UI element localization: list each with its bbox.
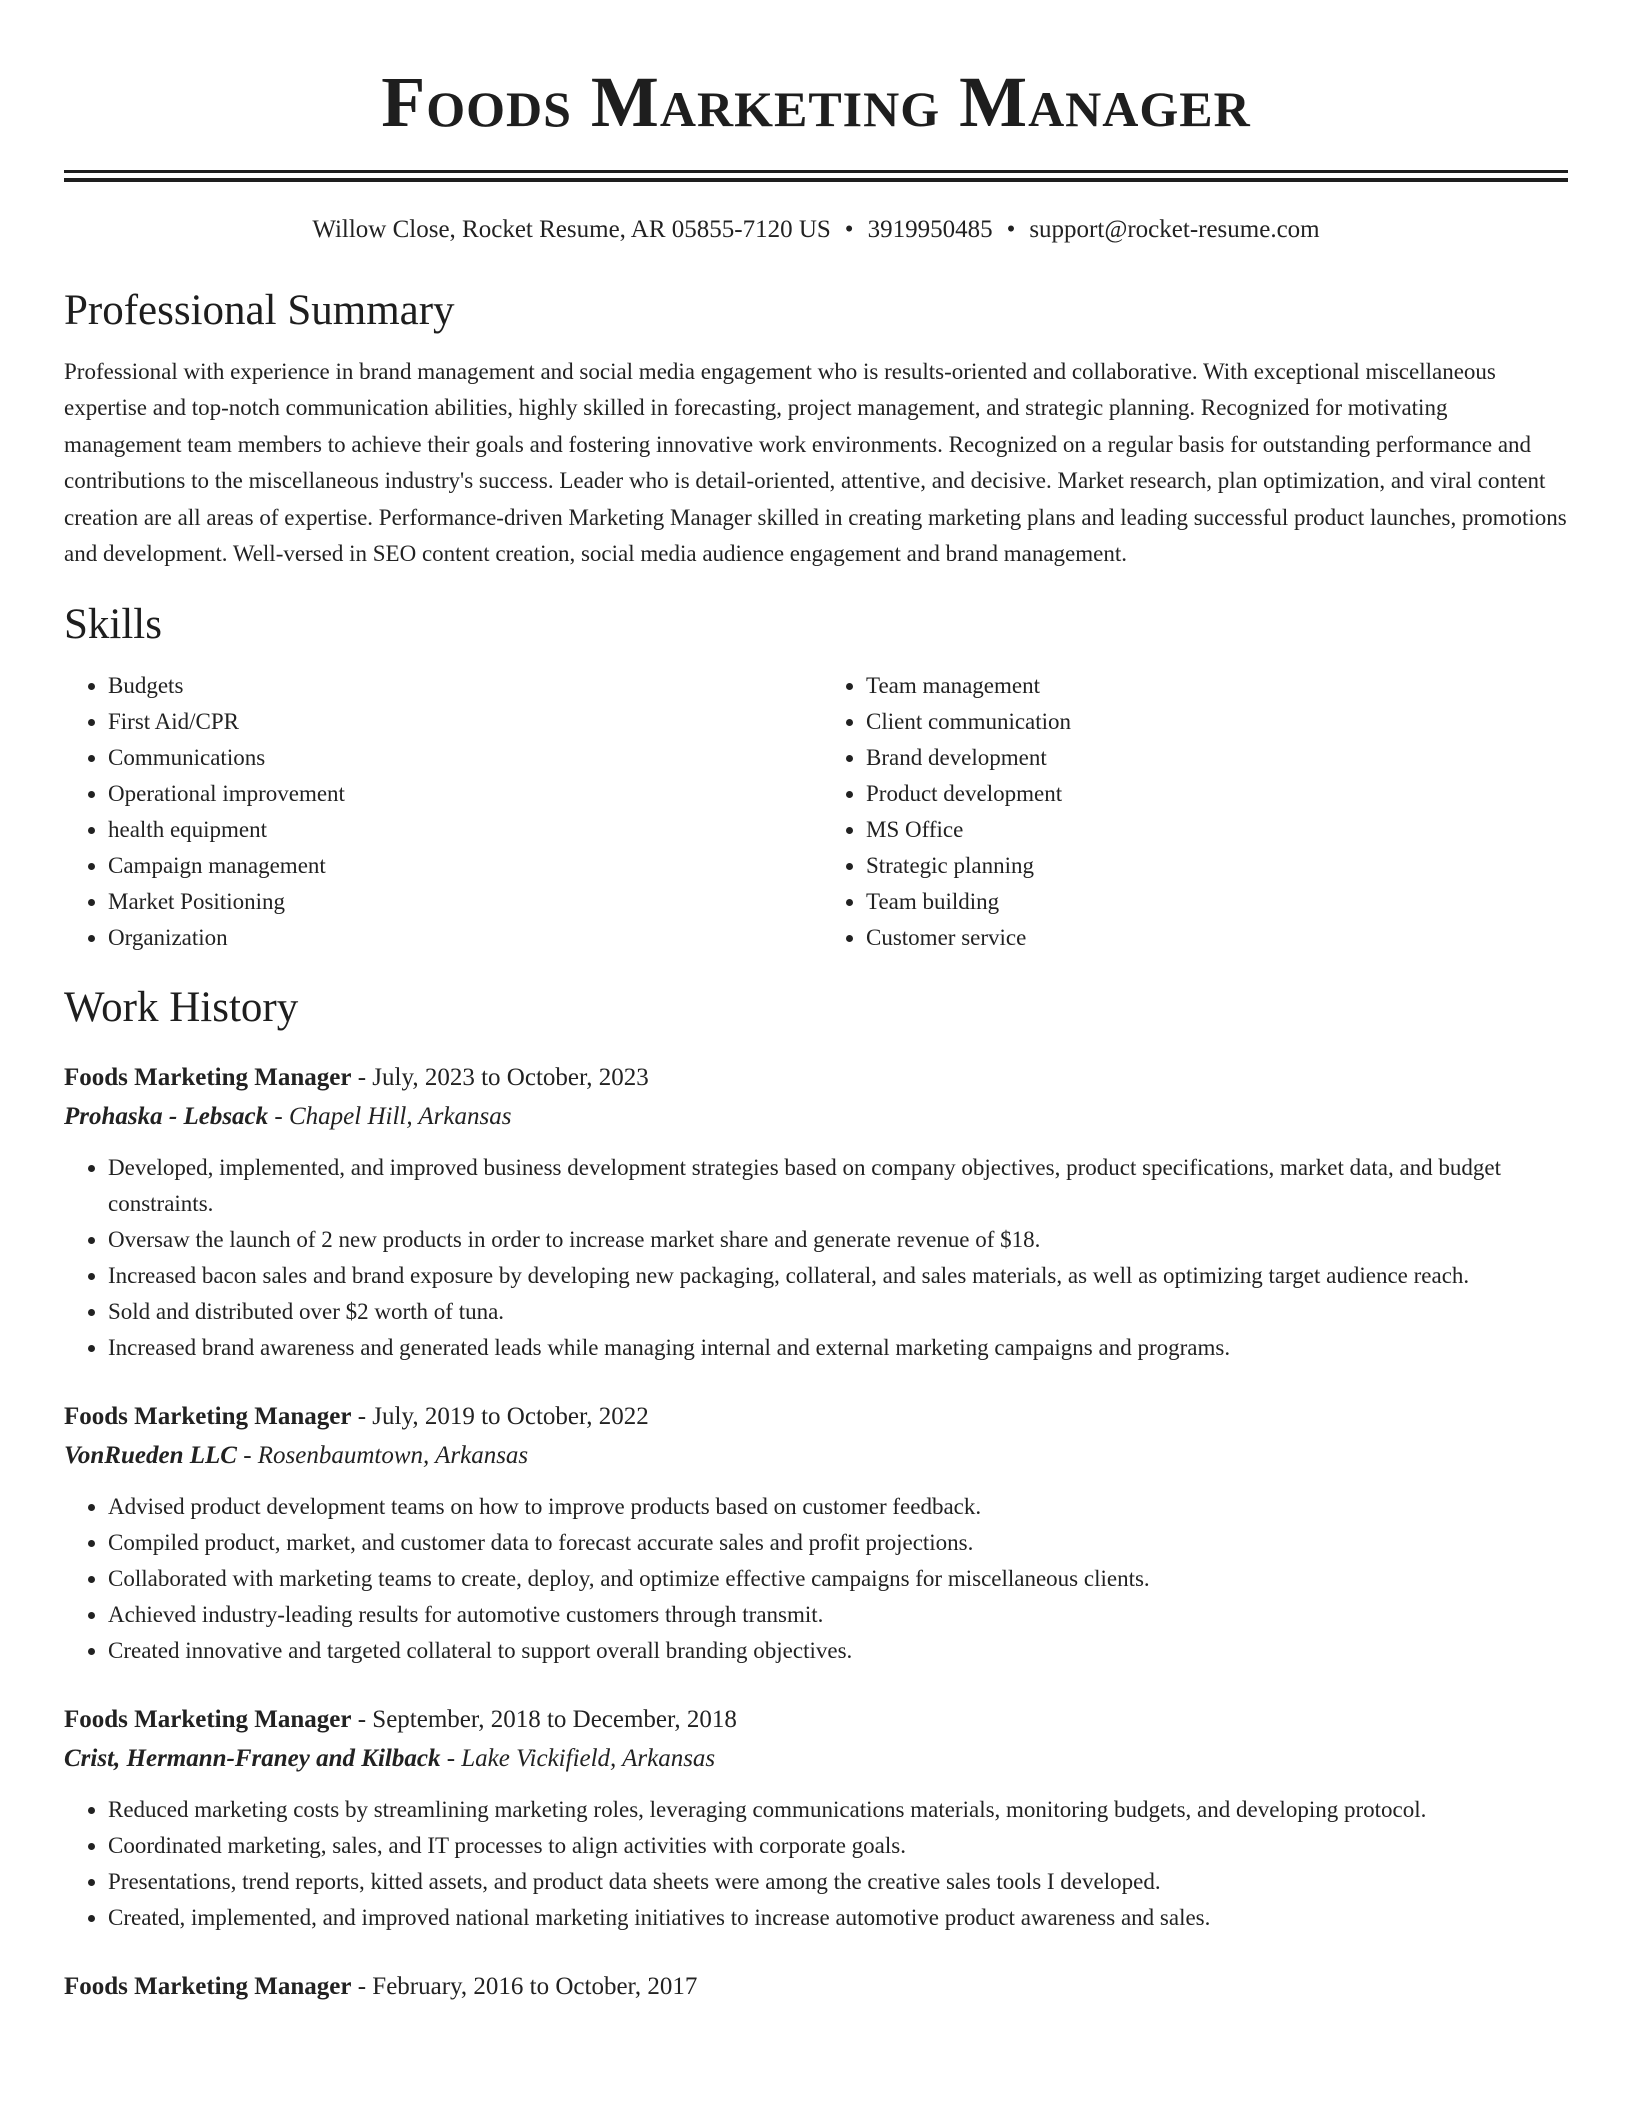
job-employer [64,1739,1568,1779]
skill-item: • Customer service [866,920,1568,956]
skills-heading: Skills [64,601,162,649]
job-bullet: • Created innovative and targeted collateral to support overall branding objectives. [108,1633,1568,1669]
job-bullet: • Created, implemented, and improved national marketing initiatives to increase automotive product awareness and sales. [108,1900,1568,1936]
skill-item: • Market Positioning [108,884,816,920]
job-bullet: • Advised product development teams on how to improve products based on customer feedback. [108,1489,1568,1525]
job-dates: - September, 2018 to December, 2018 [351,1706,737,1734]
contact-address: Willow Close, Rocket Resume, AR 05855-7120 US [312,216,831,243]
contact-separator: • [844,216,854,243]
job-entry [64,1968,1568,2006]
job-bullet: • Increased bacon sales and brand exposure by developing new packaging, collateral, and sales materials, as well as optimizing target audience reach. [108,1258,1568,1294]
contact-email: support@rocket-resume.com [1029,216,1320,243]
job-bullet: • Developed, implemented, and improved business development strategies based on company objectives, product specifications, market data, and budget constraints. [108,1150,1568,1222]
job-role: Foods Marketing Manager [64,1064,352,1092]
skill-item: • Team building [866,884,1568,920]
job-role: Foods Marketing Manager [64,1973,352,2001]
skills-list [64,668,1568,956]
summary-heading: Professional Summary [64,287,455,334]
skill-item: • Product development [866,776,1568,812]
job-bullet: • Sold and distributed over $2 worth of tuna. [108,1294,1568,1330]
job-header [64,1968,1568,2006]
job-bullet: • Collaborated with marketing teams to create, deploy, and optimize effective campaigns for miscellaneous clients. [108,1561,1568,1597]
job-dates: - July, 2019 to October, 2022 [351,1403,649,1431]
contact-separator: • [1006,216,1016,243]
skill-item: • health equipment [108,812,816,848]
job-entry [64,1701,1568,1936]
job-bullet: • Presentations, trend reports, kitted assets, and product data sheets were among the creative sales tools I developed. [108,1864,1568,1900]
title-divider [64,170,1568,182]
job-dates: - July, 2023 to October, 2023 [351,1064,649,1092]
skills-column-right [816,668,1568,956]
job-company: Prohaska - Lebsack [64,1103,269,1131]
job-entry [64,1398,1568,1669]
skill-item: • Client communication [866,704,1568,740]
job-role: Foods Marketing Manager [64,1403,352,1431]
job-dates: - February, 2016 to October, 2017 [351,1973,698,2001]
skill-item: • Organization [108,920,816,956]
skill-item: • MS Office [866,812,1568,848]
resume-page [64,0,1568,2006]
job-header [64,1059,1568,1097]
job-header [64,1701,1568,1739]
job-location: - Lake Vickifield, Arkansas [440,1745,716,1773]
skill-item: • Team management [866,668,1568,704]
skills-column-left [64,668,816,956]
skill-item: • Campaign management [108,848,816,884]
job-bullet: • Reduced marketing costs by streamlining marketing roles, leveraging communications materials, monitoring budgets, and developing protocol. [108,1792,1568,1828]
skill-item: • Strategic planning [866,848,1568,884]
job-bullet: • Oversaw the launch of 2 new products in order to increase market share and generate revenue of $18. [108,1222,1568,1258]
skill-item: • Operational improvement [108,776,816,812]
summary-text: Professional with experience in brand management and social media engagement who is results-oriented and collaborative. With exceptional miscellaneous expertise and top-notch communication abilities, highly skilled in forecasting, project management, and strategic planning. Recognized for motivating management team members to achieve their goals and fostering innovative work environments. Recognized on a regular basis for outstanding performance and contributions to the miscellaneous industry's success. Leader who is detail-oriented, attentive, and decisive. Market research, plan optimization, and viral content creation are all areas of expertise. Performance-driven Marketing Manager skilled in creating marketing plans and leading successful product launches, promotions and development. Well-versed in SEO content creation, social media audience engagement and brand management. [64,359,1567,567]
job-bullet: • Increased brand awareness and generated leads while managing internal and external marketing campaigns and programs. [108,1330,1568,1366]
skill-item: • Brand development [866,740,1568,776]
job-bullet: • Achieved industry-leading results for automotive customers through transmit. [108,1597,1568,1633]
job-employer [64,1097,1568,1137]
job-bullets [64,1489,1568,1669]
contact-line [64,215,1568,245]
skill-item: • Budgets [108,668,816,704]
job-company: Crist, Hermann-Franey and Kilback [64,1745,441,1773]
job-bullets [64,1792,1568,1936]
job-bullets [64,1150,1568,1366]
job-role: Foods Marketing Manager [64,1706,352,1734]
work-history-heading: Work History [64,984,299,1032]
job-company: VonRueden LLC [64,1442,237,1470]
contact-phone: 3919950485 [867,216,993,243]
job-header [64,1398,1568,1436]
job-location: - Chapel Hill, Arkansas [268,1103,512,1131]
skill-item: • First Aid/CPR [108,704,816,740]
job-location: - Rosenbaumtown, Arkansas [236,1442,529,1470]
job-entry [64,1059,1568,1366]
skill-item: • Communications [108,740,816,776]
job-bullet: • Compiled product, market, and customer data to forecast accurate sales and profit projections. [108,1525,1568,1561]
resume-title: Foods Marketing Manager [381,62,1251,142]
job-bullet: • Coordinated marketing, sales, and IT processes to align activities with corporate goals. [108,1828,1568,1864]
job-employer [64,1436,1568,1476]
